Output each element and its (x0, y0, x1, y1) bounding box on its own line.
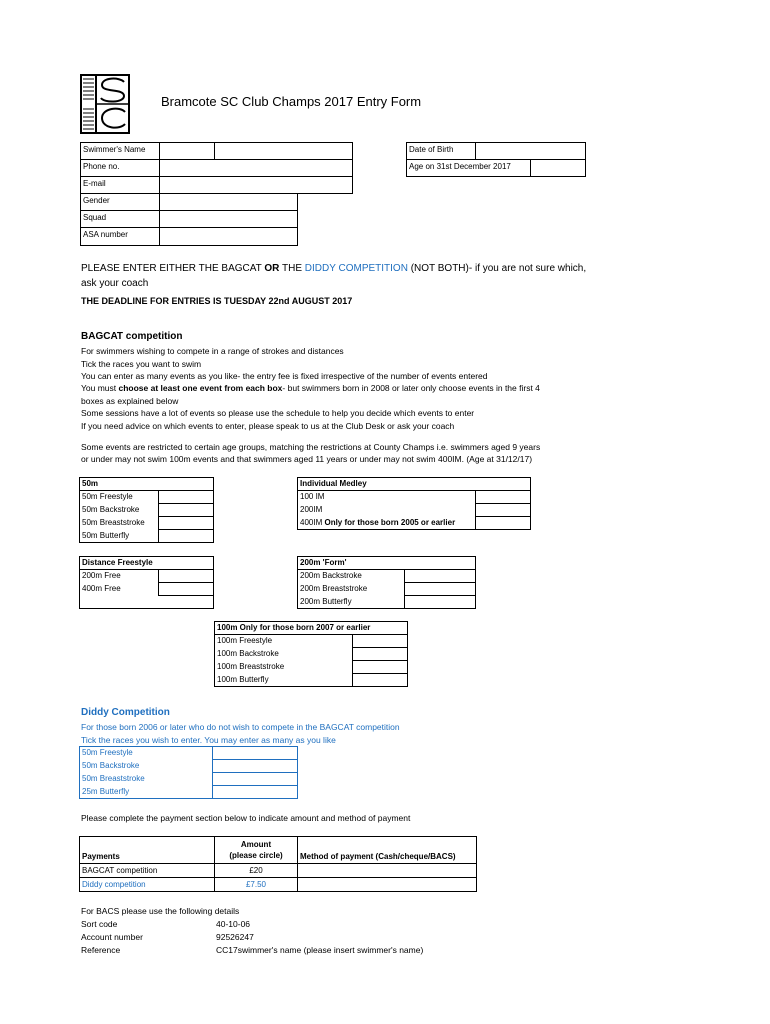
swimmer-name-label: Swimmer's Name (80, 142, 160, 160)
box-distance (79, 556, 214, 609)
bagcat-line: Some events are restricted to certain age groups, matching the restrictions at County Champs i.e. swimmers aged 9 years (81, 442, 541, 452)
deadline-text: THE DEADLINE FOR ENTRIES IS TUESDAY 22nd AUGUST 2017 (81, 296, 353, 306)
payment-intro: Please complete the payment section below to indicate amount and method of payment (81, 813, 411, 823)
swimmer-first-name-field[interactable] (159, 142, 215, 160)
box-50m (79, 477, 214, 543)
diddy-line: Tick the races you wish to enter. You may enter as many as you like (81, 735, 336, 745)
bagcat-line: boxes as explained below (81, 396, 179, 406)
event-label: 100m Butterfly (217, 674, 269, 684)
box-spacer (80, 596, 159, 609)
event-label: 50m Freestyle (82, 748, 133, 758)
notice-or: OR (264, 263, 280, 274)
event-tick-100free[interactable] (353, 635, 408, 648)
bagcat-emphasis: choose at least one event from each box (118, 383, 283, 393)
email-label: E-mail (80, 176, 160, 194)
event-label: 100m Breaststroke (217, 662, 285, 671)
event-label: 100 IM (300, 492, 325, 502)
notice-diddy: DIDDY COMPETITION (304, 263, 408, 274)
age-field[interactable] (530, 159, 586, 177)
diddy-heading: Diddy Competition (81, 707, 170, 718)
event-tick-200im[interactable] (476, 504, 531, 517)
event-label: 50m Breaststroke (82, 518, 145, 527)
payment-row-label: Diddy competition (80, 878, 215, 892)
gender-label: Gender (80, 193, 160, 211)
box-spacer (159, 596, 214, 609)
box-im-title: Individual Medley (298, 478, 531, 491)
bagcat-line (81, 382, 540, 394)
event-tick-200breast[interactable] (405, 583, 476, 596)
diddy-tick-50back[interactable] (213, 760, 298, 773)
event-label: 50m Backstroke (82, 761, 140, 770)
method-header: Method of payment (Cash/cheque/BACS) (298, 837, 477, 864)
bagcat-text: - but swimmers born in 2008 or later only choose events in the first 4 (282, 383, 540, 393)
sort-code-value: 40-10-06 (216, 919, 251, 929)
dob-field[interactable] (475, 142, 586, 160)
box-100m (214, 621, 408, 687)
amount-header-line2: (please circle) (229, 851, 283, 860)
payment-method-diddy[interactable] (298, 878, 477, 892)
payment-row-label: BAGCAT competition (80, 864, 215, 878)
amount-header (215, 837, 298, 864)
diddy-tick-25fly[interactable] (213, 786, 298, 799)
box-diddy (79, 746, 298, 799)
event-label: 50m Butterfly (82, 530, 130, 540)
account-number-label: Account number (81, 932, 143, 942)
bacs-intro: For BACS please use the following details (81, 906, 240, 916)
event-label: 25m Butterfly (82, 786, 130, 796)
asa-field[interactable] (159, 227, 298, 246)
sort-code-label: Sort code (81, 919, 118, 929)
payment-method-bagcat[interactable] (298, 864, 477, 878)
box-form-title: 200m 'Form' (298, 557, 476, 570)
box-distance-title: Distance Freestyle (80, 557, 214, 570)
diddy-tick-50free[interactable] (213, 747, 298, 760)
event-tick-100fly[interactable] (353, 674, 408, 687)
squad-field[interactable] (159, 210, 298, 228)
swimmer-surname-field[interactable] (214, 142, 353, 160)
reference-value: CC17swimmer's name (please insert swimmer's name) (216, 945, 424, 955)
box-im (297, 477, 531, 530)
bagcat-line: If you need advice on which events to enter, please speak to us at the Club Desk or ask your coach (81, 421, 455, 431)
bagcat-text: You must (81, 383, 119, 393)
event-label: 200m Free (82, 571, 121, 581)
phone-label: Phone no. (80, 159, 160, 177)
event-label: 200IM (300, 505, 323, 514)
event-label: 50m Freestyle (82, 492, 133, 502)
notice-text: PLEASE ENTER EITHER THE BAGCAT (81, 263, 265, 274)
box-200m-form (297, 556, 476, 609)
event-tick-400free[interactable] (159, 583, 214, 596)
squad-label: Squad (80, 210, 160, 228)
event-tick-50-breast[interactable] (159, 517, 214, 530)
event-tick-100back[interactable] (353, 648, 408, 661)
asa-label: ASA number (80, 227, 160, 246)
event-tick-200free[interactable] (159, 570, 214, 583)
event-label: 400m Free (82, 584, 121, 593)
payment-amount-bagcat[interactable]: £20 (215, 864, 298, 878)
event-label: 50m Backstroke (82, 505, 140, 514)
account-number-value: 92526247 (216, 932, 254, 942)
event-tick-100im[interactable] (476, 491, 531, 504)
event-label: 200m Breaststroke (300, 584, 368, 593)
bagcat-line: For swimmers wishing to compete in a range of strokes and distances (81, 346, 344, 356)
event-tick-50-fly[interactable] (159, 530, 214, 543)
reference-label: Reference (81, 945, 121, 955)
payments-header: Payments (80, 837, 215, 864)
box-50m-title: 50m (80, 478, 214, 491)
event-label: 200m Butterfly (300, 596, 352, 606)
payment-amount-diddy[interactable]: £7.50 (215, 878, 298, 892)
event-tick-50-back[interactable] (159, 504, 214, 517)
age-label: Age on 31st December 2017 (406, 159, 531, 177)
amount-header-line1: Amount (240, 840, 272, 849)
bagcat-line: Some sessions have a lot of events so please use the schedule to help you decide which events to enter (81, 408, 475, 418)
event-tick-200back[interactable] (405, 570, 476, 583)
event-tick-400im[interactable] (476, 517, 531, 530)
gender-field[interactable] (159, 193, 298, 211)
diddy-line: For those born 2006 or later who do not wish to compete in the BAGCAT competition (81, 722, 400, 732)
bagcat-line: or under may not swim 100m events and that swimmers aged 11 years or under may not swim 400IM. (Age at 31/12/17) (81, 454, 533, 464)
bagcat-line: You can enter as many events as you like- the entry fee is fixed irrespective of the number of events entered (81, 371, 488, 381)
event-tick-50-free[interactable] (159, 491, 214, 504)
diddy-tick-50breast[interactable] (213, 773, 298, 786)
phone-field[interactable] (159, 159, 353, 177)
event-label: 50m Breaststroke (82, 774, 145, 783)
event-label (298, 517, 476, 530)
notice-text: (NOT BOTH)- if you are not sure which, (407, 263, 587, 274)
email-field[interactable] (159, 176, 353, 194)
bagcat-line: Tick the races you want to swim (81, 359, 202, 369)
event-label-text: 400IM (300, 517, 325, 527)
event-tick-100breast[interactable] (353, 661, 408, 674)
event-restriction: Only for those born 2005 or earlier (324, 517, 456, 527)
entry-notice (81, 262, 586, 275)
bagcat-heading: BAGCAT competition (81, 331, 183, 342)
club-logo (80, 74, 130, 134)
event-label: 100m Backstroke (217, 649, 279, 658)
box-100m-title: 100m Only for those born 2007 or earlier (215, 622, 408, 635)
dob-label: Date of Birth (406, 142, 476, 160)
event-label: 100m Freestyle (217, 636, 273, 646)
notice-text: THE (279, 263, 305, 274)
event-tick-200fly[interactable] (405, 596, 476, 609)
notice-line2: ask your coach (81, 278, 149, 289)
payment-table (79, 836, 477, 892)
page-title: Bramcote SC Club Champs 2017 Entry Form (161, 94, 422, 109)
event-label: 200m Backstroke (300, 571, 362, 581)
